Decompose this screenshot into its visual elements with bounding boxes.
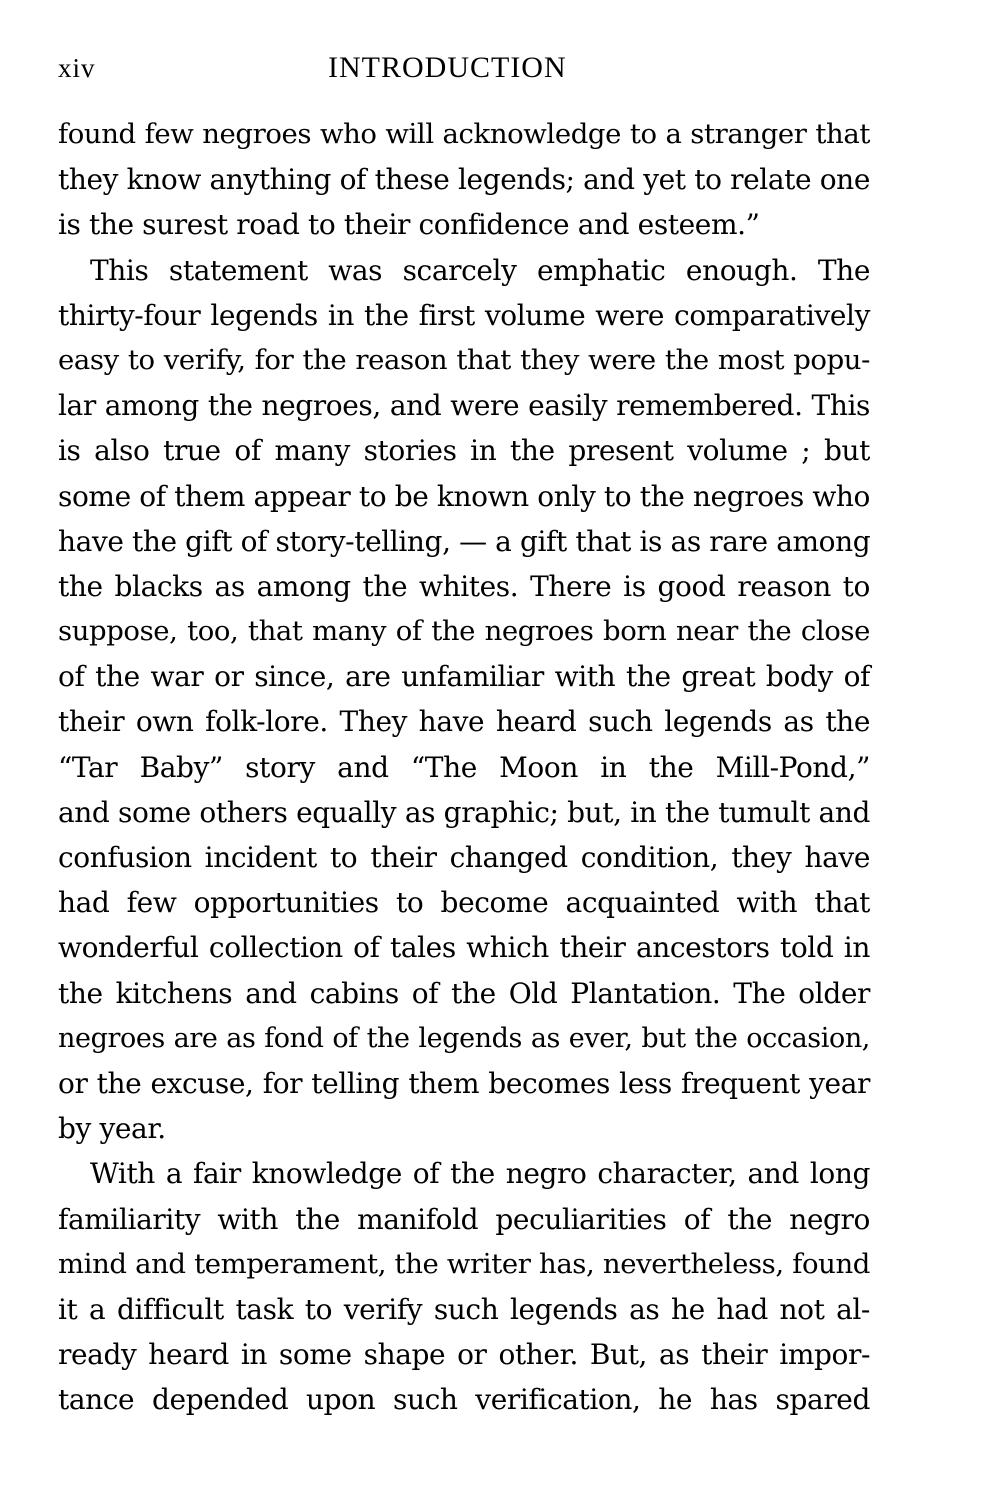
text-line: had few opportunities to become acquainted with that: [58, 886, 870, 920]
text-line: suppose, too, that many of the negroes born near the close: [58, 615, 870, 648]
text-line: have the gift of story-telling, — a gift that is as rare among: [58, 524, 871, 558]
text-line: negroes are as fond of the legends as ever, but the occasion,: [58, 1022, 870, 1054]
page-number: xiv: [58, 53, 96, 83]
text-line: mind and temperament, the writer has, nevertheless, found: [58, 1247, 870, 1280]
page-header: [58, 48, 870, 88]
text-line: by year.: [58, 1112, 166, 1146]
text-line: is the surest road to their confidence and esteem.”: [58, 208, 760, 242]
text-line: it a difficult task to verify such legends as he had not al-: [58, 1292, 870, 1326]
text-line: the blacks as among the whites. There is good reason to: [58, 569, 870, 603]
text-line: they know anything of these legends; and yet to relate one: [58, 163, 870, 197]
text-line: familiarity with the manifold peculiarities of the negro: [58, 1202, 870, 1236]
text-line: found few negroes who will acknowledge to a stranger that: [58, 118, 870, 150]
text-line: This statement was scarcely emphatic enough. The: [90, 253, 870, 287]
text-line: “Tar Baby” story and “The Moon in the Mill-Pond,”: [58, 750, 870, 784]
text-line: lar among the negroes, and were easily remembered. This: [58, 389, 870, 423]
text-line: tance depended upon such verification, he has spared: [58, 1383, 870, 1417]
text-line: the kitchens and cabins of the Old Plantation. The older: [58, 976, 870, 1010]
text-line: of the war or since, are unfamiliar with the great body of: [58, 660, 870, 694]
text-line: thirty-four legends in the first volume were comparatively: [58, 298, 870, 332]
text-line: easy to verify, for the reason that they were the most popu-: [58, 343, 870, 376]
running-title: INTRODUCTION: [328, 51, 567, 84]
text-line: confusion incident to their changed condition, they have: [58, 841, 870, 874]
text-line: their own folk-lore. They have heard such legends as the: [58, 705, 870, 739]
text-line: and some others equally as graphic; but, in the tumult and: [58, 795, 870, 829]
text-line: some of them appear to be known only to the negroes who: [58, 479, 870, 513]
text-line: wonderful collection of tales which their ancestors told in: [58, 931, 870, 965]
text-line: With a fair knowledge of the negro character, and long: [90, 1157, 870, 1191]
body-text: [58, 112, 870, 1422]
text-line: ready heard in some shape or other. But, as their impor-: [58, 1338, 870, 1372]
text-line: or the excuse, for telling them becomes less frequent year: [58, 1066, 870, 1100]
text-line: is also true of many stories in the present volume ; but: [58, 434, 870, 468]
